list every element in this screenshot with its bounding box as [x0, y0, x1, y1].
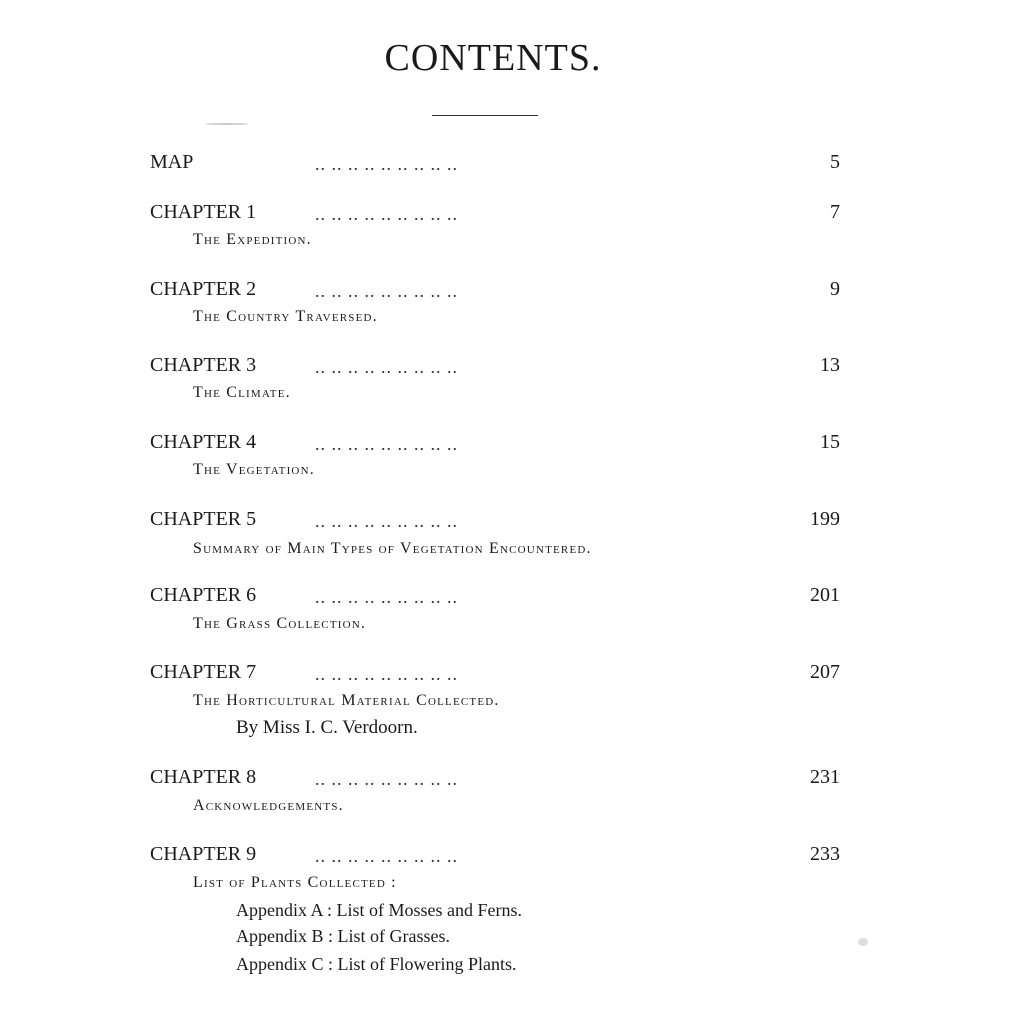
toc-page-number: 207: [810, 661, 840, 683]
toc-entry-heading: CHAPTER 9: [150, 843, 257, 865]
toc-entry-subtitle: The Vegetation.: [193, 461, 315, 478]
toc-page-number: 15: [820, 431, 840, 453]
leader-dots: .. .. .. .. .. .. .. .. ..: [315, 281, 458, 301]
leader-dots: .. .. .. .. .. .. .. .. ..: [315, 664, 458, 684]
leader-dots: .. .. .. .. .. .. .. .. ..: [315, 511, 458, 531]
toc-entry-subtitle: The Country Traversed.: [193, 308, 378, 325]
leader-dots: .. .. .. .. .. .. .. .. ..: [315, 769, 458, 789]
toc-entry-subtitle: Acknowledgements.: [193, 797, 344, 814]
toc-entry-heading: CHAPTER 7: [150, 661, 257, 683]
toc-page-number: 5: [830, 151, 840, 173]
leader-dots: .. .. .. .. .. .. .. .. ..: [315, 357, 458, 377]
paper-speck: [205, 123, 249, 125]
toc-entry-heading: CHAPTER 8: [150, 766, 257, 788]
leader-dots: .. .. .. .. .. .. .. .. ..: [315, 434, 458, 454]
toc-entry-heading: CHAPTER 3: [150, 354, 257, 376]
toc-entry-subtitle: The Horticultural Material Collected.: [193, 692, 500, 709]
page-title: CONTENTS.: [384, 37, 602, 79]
toc-page-number: 199: [810, 508, 840, 530]
toc-page-number: 233: [810, 843, 840, 865]
toc-entry-heading: CHAPTER 2: [150, 278, 257, 300]
toc-entry-heading: CHAPTER 5: [150, 508, 257, 530]
toc-entry-subtitle: List of Plants Collected :: [193, 874, 397, 891]
appendix-line: Appendix B : List of Grasses.: [236, 926, 450, 946]
toc-entry-heading: CHAPTER 1: [150, 201, 257, 223]
leader-dots: .. .. .. .. .. .. .. .. ..: [315, 154, 458, 174]
toc-entry-subtitle: The Expedition.: [193, 231, 312, 248]
toc-entry-subtitle: The Grass Collection.: [193, 615, 367, 632]
title-rule: [432, 115, 538, 116]
toc-page-number: 201: [810, 584, 840, 606]
toc-entry-heading: CHAPTER 6: [150, 584, 257, 606]
toc-entry-subtitle: Summary of Main Types of Vegetation Encountered.: [193, 540, 592, 557]
leader-dots: .. .. .. .. .. .. .. .. ..: [315, 587, 458, 607]
toc-page-number: 7: [830, 201, 840, 223]
toc-entry-subtitle: The Climate.: [193, 384, 291, 401]
toc-page-number: 9: [830, 278, 840, 300]
leader-dots: .. .. .. .. .. .. .. .. ..: [315, 204, 458, 224]
toc-entry-heading: MAP: [150, 151, 194, 173]
toc-entry-author: By Miss I. C. Verdoorn.: [236, 717, 418, 738]
toc-page-number: 13: [820, 354, 840, 376]
paper-speck: [858, 938, 868, 946]
appendix-line: Appendix A : List of Mosses and Ferns.: [236, 900, 522, 920]
leader-dots: .. .. .. .. .. .. .. .. ..: [315, 846, 458, 866]
appendix-line: Appendix C : List of Flowering Plants.: [236, 954, 517, 974]
toc-entry-heading: CHAPTER 4: [150, 431, 257, 453]
toc-page-number: 231: [810, 766, 840, 788]
